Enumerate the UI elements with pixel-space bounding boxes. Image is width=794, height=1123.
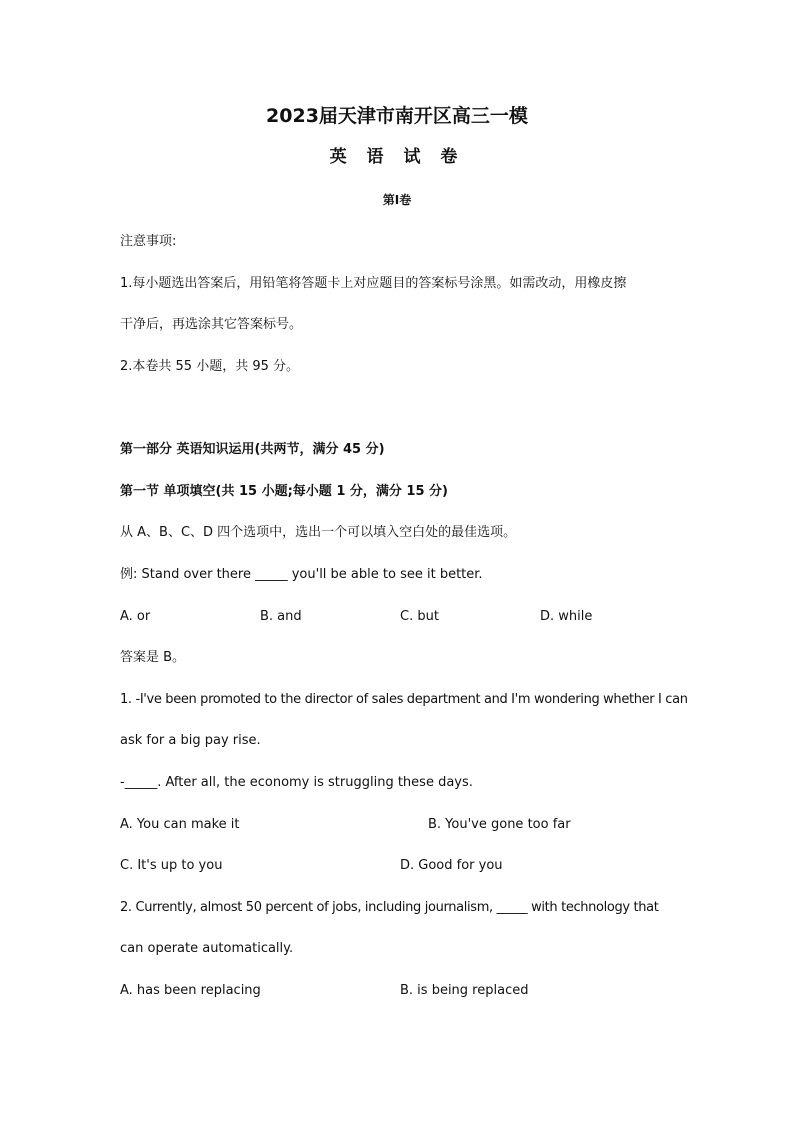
question-2-option-b: B. is being replaced [400, 983, 529, 998]
example-answer: 答案是 B。 [120, 650, 186, 665]
document-title: 2023届天津市南开区高三一模 [266, 105, 528, 127]
example-option-a: A. or [120, 609, 151, 624]
part-1-heading: 第一部分 英语知识运用(共两节，满分 45 分) [120, 442, 385, 457]
question-1-stem-line-2: ask for a big pay rise. [120, 733, 261, 748]
question-1-option-a: A. You can make it [120, 817, 240, 832]
question-1-option-c: C. It's up to you [120, 858, 223, 873]
note-1-line-2: 干净后，再选涂其它答案标号。 [120, 317, 303, 332]
question-1-option-d: D. Good for you [400, 858, 503, 873]
question-1-stem-line-3: -_____. After all, the economy is struggling these days. [120, 775, 473, 790]
question-2-stem-line-2: can operate automatically. [120, 941, 294, 956]
example-stem: 例: Stand over there _____ you'll be able to see it better. [120, 567, 483, 582]
volume-label: 第I卷 [382, 193, 412, 207]
document-subtitle: 英 语 试 卷 [329, 147, 465, 167]
question-1-stem-line-1: 1. -I've been promoted to the director of sales department and I'm wondering whether I can [120, 692, 688, 707]
example-option-d: D. while [540, 609, 593, 624]
note-2: 2.本卷共 55 小题，共 95 分。 [120, 359, 300, 374]
example-option-b: B. and [260, 609, 302, 624]
note-1-line-1: 1.每小题选出答案后，用铅笔将答题卡上对应题目的答案标号涂黑。如需改动，用橡皮擦 [120, 276, 627, 291]
question-2-option-a: A. has been replacing [120, 983, 261, 998]
question-2-stem-line-1: 2. Currently, almost 50 percent of jobs, including journalism, _____ with technology that [120, 900, 659, 915]
example-option-c: C. but [400, 609, 439, 624]
section-instruction: 从 A、B、C、D 四个选项中，选出一个可以填入空白处的最佳选项。 [120, 525, 517, 540]
question-1-option-b: B. You've gone too far [428, 817, 571, 832]
section-1-heading: 第一节 单项填空(共 15 小题;每小题 1 分，满分 15 分) [120, 484, 448, 499]
notes-heading: 注意事项: [120, 234, 177, 249]
